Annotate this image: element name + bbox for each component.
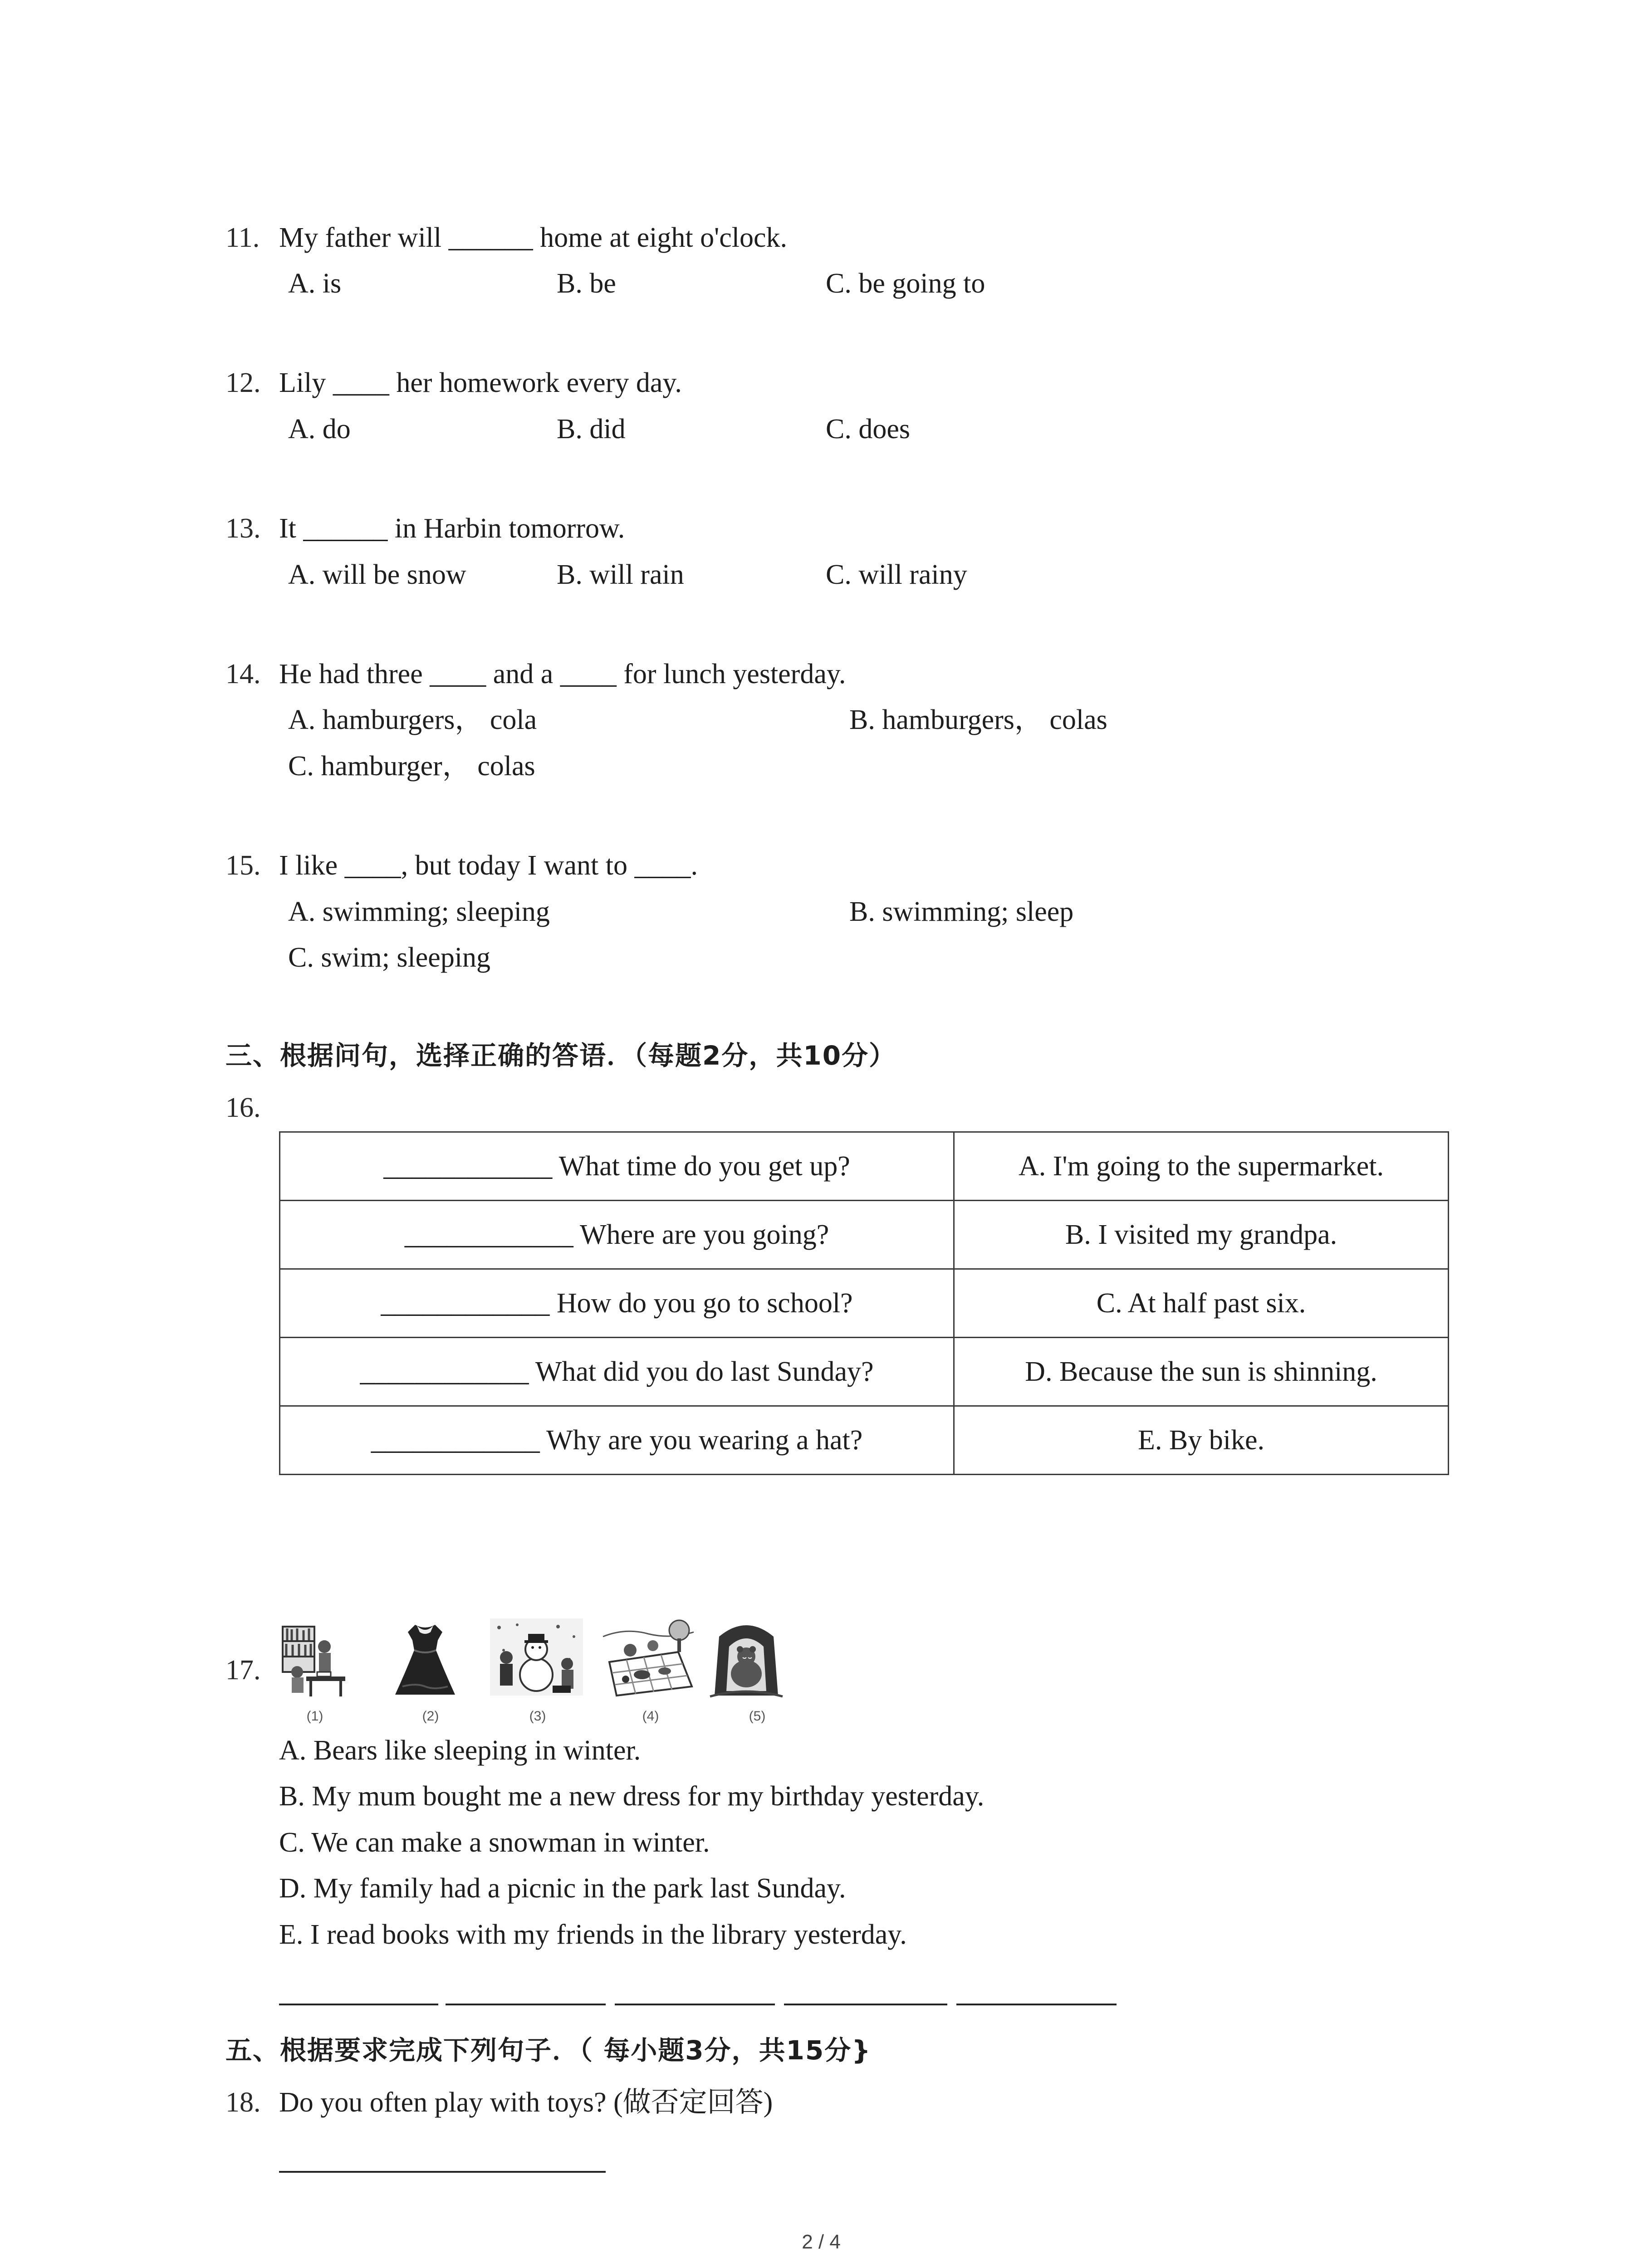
sentence-option: C. We can make a snowman in winter. [279, 1827, 710, 1858]
question-stem: My father will ______ home at eight o'clock. [279, 222, 788, 253]
option-c: C. be going to [826, 268, 985, 299]
section-heading: 三、根据问句，选择正确的答语．（每题2分，共10分） [225, 1040, 896, 1071]
answer-blank [279, 2171, 606, 2173]
question-number: 18. [225, 2087, 261, 2118]
question-number: 12. [225, 367, 261, 398]
answer-blank [279, 2004, 438, 2005]
option-b: B. hamburgers， colas [849, 704, 1107, 735]
option-b: B. did [557, 414, 626, 445]
question-number: 16. [225, 1092, 261, 1123]
picture-label: (1) [306, 1709, 323, 1724]
answer-cell: B. I visited my grandpa. [954, 1201, 1449, 1269]
table-row [280, 1338, 1449, 1406]
sentence-option: E. I read books with my friends in the library yesterday. [279, 1919, 907, 1950]
option-a: A. do [288, 414, 351, 445]
question-stem: I like ____, but today I want to ____. [279, 850, 698, 881]
answer-blank [784, 2004, 947, 2005]
picture-label: (4) [642, 1709, 659, 1724]
question-stem: He had three ____ and a ____ for lunch yesterday. [279, 659, 846, 689]
option-b: B. be [557, 268, 616, 299]
answer-blank [446, 2004, 606, 2005]
option-a: A. will be snow [288, 559, 466, 590]
question-cell: ____________ Where are you going? [280, 1201, 954, 1269]
picture-label: (2) [422, 1709, 439, 1724]
sentence-option: A. Bears like sleeping in winter. [279, 1735, 641, 1766]
answer-cell: D. Because the sun is shinning. [954, 1338, 1449, 1406]
picture-label: (5) [749, 1709, 766, 1724]
option-a: A. is [288, 268, 342, 299]
question-number: 15. [225, 850, 261, 881]
table-row [280, 1201, 1449, 1269]
question-cell: ____________ How do you go to school? [280, 1269, 954, 1338]
picture-snowman [490, 1618, 583, 1700]
option-b: B. swimming; sleep [849, 896, 1074, 927]
table-row [280, 1132, 1449, 1201]
question-number: 17. [225, 1655, 261, 1686]
question-stem: Do you often play with toys? (做否定回答) [279, 2087, 773, 2118]
table-row [280, 1406, 1449, 1475]
picture-picnic [598, 1618, 698, 1700]
answer-blank [956, 2004, 1117, 2005]
question-stem: Lily ____ her homework every day. [279, 367, 682, 398]
answer-cell: C. At half past six. [954, 1269, 1449, 1338]
sentence-option: D. My family had a picnic in the park last Sunday. [279, 1873, 846, 1904]
matching-table [279, 1131, 1449, 1475]
question-cell: ____________ Why are you wearing a hat? [280, 1406, 954, 1475]
picture-bear [705, 1618, 787, 1700]
option-a: A. swimming; sleeping [288, 896, 550, 927]
question-stem: It ______ in Harbin tomorrow. [279, 513, 625, 544]
picture-library [279, 1618, 347, 1700]
option-b: B. will rain [557, 559, 684, 590]
answer-cell: A. I'm going to the supermarket. [954, 1132, 1449, 1201]
question-number: 13. [225, 513, 261, 544]
answer-blank [615, 2004, 775, 2005]
question-number: 11. [225, 222, 260, 253]
option-c: C. does [826, 414, 910, 445]
option-c: C. hamburger， colas [288, 751, 535, 782]
sentence-option: B. My mum bought me a new dress for my birthday yesterday. [279, 1781, 985, 1812]
picture-label: (3) [529, 1709, 546, 1724]
page-number: 2 / 4 [802, 2231, 841, 2253]
question-cell: ____________ What time do you get up? [280, 1132, 954, 1201]
question-cell: ____________ What did you do last Sunday? [280, 1338, 954, 1406]
answer-cell: E. By bike. [954, 1406, 1449, 1475]
option-c: C. will rainy [826, 559, 967, 590]
option-a: A. hamburgers， cola [288, 704, 537, 735]
question-number: 14. [225, 659, 261, 689]
option-c: C. swim; sleeping [288, 942, 491, 973]
section-heading: 五、根据要求完成下列句子．（ 每小题3分，共15分} [225, 2035, 872, 2066]
table-row [280, 1269, 1449, 1338]
picture-dress [389, 1618, 461, 1700]
